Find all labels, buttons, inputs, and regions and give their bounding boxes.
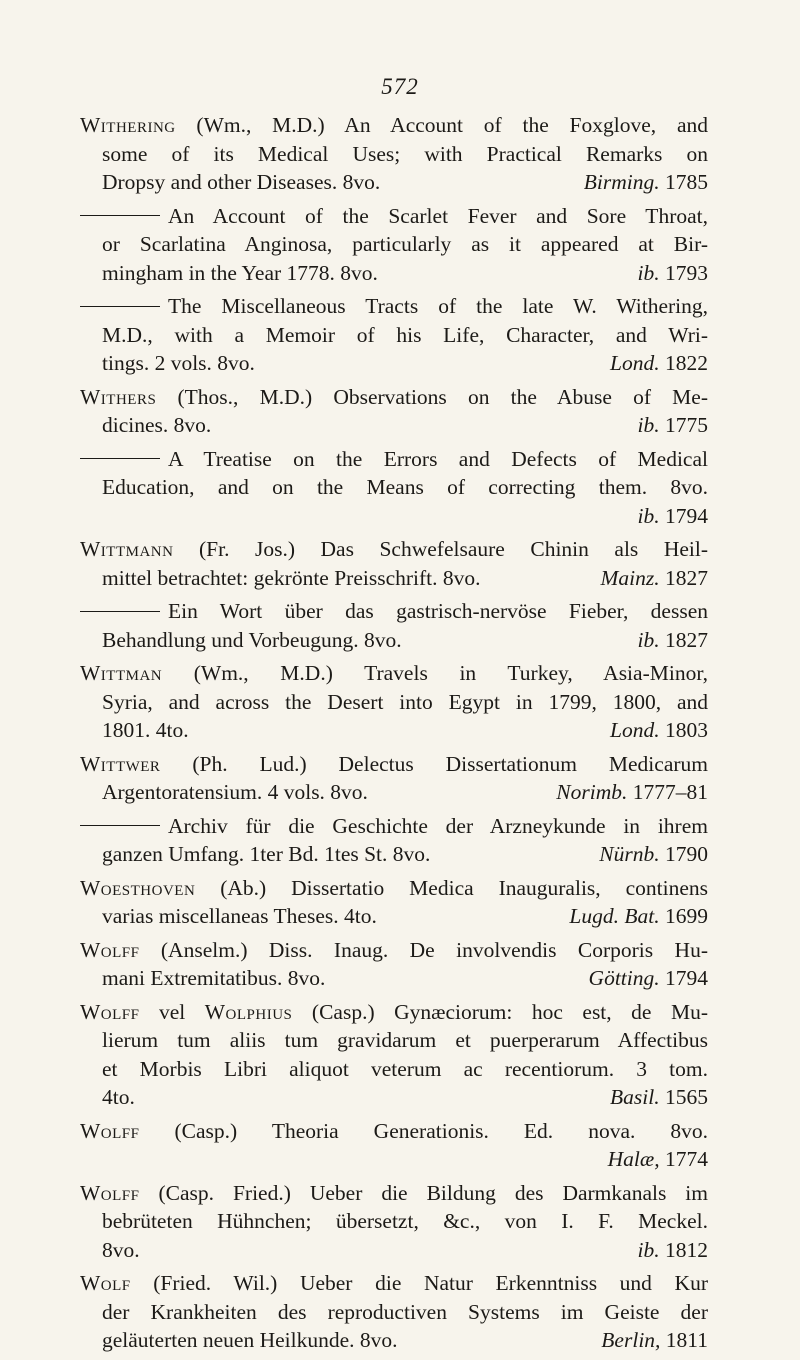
- entry-text: [102, 323, 708, 347]
- entry-text: [102, 564, 481, 593]
- entry-author: Wolff: [80, 999, 140, 1024]
- entry-author: Withers: [80, 384, 157, 409]
- entry-imprint: [638, 626, 708, 655]
- catalogue-entry: [80, 874, 708, 931]
- entry-title: (Ab.) Dissertatio Medica Inauguralis, continens: [195, 875, 708, 900]
- entry-line: [80, 1236, 708, 1265]
- imprint-year: 1775: [659, 413, 708, 437]
- entry-text: [102, 626, 402, 655]
- entry-line: [80, 1298, 708, 1327]
- entry-title: mittel betrachtet: gekrönte Preisschrift. 8vo.: [102, 565, 481, 590]
- catalogue-entry: [80, 1117, 708, 1174]
- entry-text: [80, 1271, 708, 1295]
- entry-title: or Scarlatina Anginosa, particularly as it appeared at Bir-: [102, 232, 708, 256]
- entry-title: et Morbis Libri aliquot veterum ac recentiorum. 3 tom.: [102, 1056, 708, 1081]
- entry-title: Argentoratensium. 4 vols. 8vo.: [102, 780, 368, 804]
- imprint-place: Halæ,: [607, 1147, 660, 1171]
- entry-text: [80, 599, 708, 623]
- catalogue-entry: [80, 1179, 708, 1265]
- entry-imprint: [569, 902, 708, 931]
- entry-line: [80, 473, 708, 502]
- entry-author: Wittwer: [80, 751, 161, 776]
- catalogue-entry: [80, 383, 708, 440]
- entry-title: (Thos., M.D.) Observations on the Abuse of Me-: [156, 384, 708, 409]
- entry-line: [80, 1026, 708, 1055]
- catalogue-entry: [80, 998, 708, 1112]
- imprint-year: 1794: [659, 966, 708, 990]
- entry-title: varias miscellaneas Theses. 4to.: [102, 904, 377, 928]
- imprint-year: 1793: [659, 260, 708, 285]
- entry-text: [80, 385, 708, 409]
- ditto-dash: [80, 458, 160, 459]
- entry-line: [80, 812, 708, 841]
- entry-title: (Wm., M.D.) Travels in Turkey, Asia-Minor,: [162, 661, 708, 685]
- entry-line: [80, 321, 708, 350]
- entry-text: [102, 259, 378, 288]
- entry-line: [80, 1117, 708, 1146]
- entry-line: [80, 1055, 708, 1084]
- catalogue-entry: [80, 750, 708, 807]
- entry-line: [80, 383, 708, 412]
- imprint-year: 1785: [659, 170, 708, 194]
- entry-line: [80, 597, 708, 626]
- imprint-place: Berlin,: [601, 1328, 661, 1352]
- entry-title: mani Extremitatibus. 8vo.: [102, 966, 326, 990]
- imprint-year: 1794: [659, 503, 708, 528]
- entry-text: [80, 1000, 708, 1024]
- catalogue-entry: [80, 936, 708, 993]
- entry-line: [80, 292, 708, 321]
- imprint-year: 1811: [660, 1328, 708, 1352]
- entry-line: [80, 688, 708, 717]
- entry-title: some of its Medical Uses; with Practical Remarks on: [102, 141, 708, 166]
- entry-title: A Treatise on the Errors and Defects of Medical: [168, 446, 708, 471]
- imprint-place: Norimb.: [556, 780, 628, 804]
- entry-text: [102, 349, 255, 378]
- catalogue-entry: [80, 202, 708, 288]
- entry-text: [102, 475, 708, 499]
- imprint-year: 1827: [659, 565, 708, 590]
- entry-imprint: [638, 411, 708, 440]
- entry-line: [80, 659, 708, 688]
- entry-author: Wittman: [80, 661, 163, 685]
- entry-text: [102, 716, 189, 745]
- entry-text: [80, 447, 708, 471]
- entry-author-connector: vel: [139, 999, 205, 1024]
- entry-imprint: [589, 964, 708, 993]
- entry-line: [80, 716, 708, 745]
- entry-text: [80, 1181, 708, 1205]
- entry-author: Wolff: [80, 1118, 140, 1143]
- entry-title: An Account of the Scarlet Fever and Sore Throat,: [168, 203, 708, 228]
- entry-title: 1801. 4to.: [102, 718, 189, 742]
- entry-text: [80, 294, 708, 318]
- entry-title: Syria, and across the Desert into Egypt in 1799, 1800, and: [102, 689, 708, 714]
- entry-imprint: [584, 168, 708, 197]
- entry-line: [80, 778, 708, 807]
- imprint-place: ib.: [637, 503, 660, 528]
- entry-title: 8vo.: [102, 1237, 140, 1262]
- entry-title: bebrüteten Hühnchen; übersetzt, &c., von I. F. Meckel.: [102, 1209, 708, 1233]
- entry-line: [80, 202, 708, 231]
- imprint-place: Mainz.: [600, 565, 660, 590]
- catalogue-entry: [80, 659, 708, 745]
- entry-line: [80, 1269, 708, 1298]
- entry-text: [102, 1236, 140, 1265]
- imprint-place: Lond.: [610, 351, 660, 375]
- entry-line: [80, 349, 708, 378]
- imprint-place: ib.: [637, 1237, 660, 1262]
- entry-imprint: [638, 1236, 708, 1265]
- entry-author-alt: Wolphius: [204, 999, 293, 1024]
- entry-title: (Casp.) Gynæciorum: hoc est, de Mu-: [292, 999, 708, 1024]
- entry-line: [80, 259, 708, 288]
- entry-title: Ein Wort über das gastrisch-nervöse Fieber, dessen: [168, 599, 708, 623]
- entry-text: [80, 1119, 708, 1143]
- entry-title: ganzen Umfang. 1ter Bd. 1tes St. 8vo.: [102, 842, 431, 866]
- entry-line: [80, 564, 708, 593]
- imprint-year: 1777–81: [627, 780, 708, 804]
- entry-imprint: [638, 259, 708, 288]
- imprint-place: ib.: [637, 627, 660, 652]
- entry-title: Education, and on the Means of correcting them. 8vo.: [102, 475, 708, 499]
- entry-text: [102, 1209, 708, 1233]
- imprint-place: Lond.: [610, 718, 660, 742]
- entry-text: [80, 752, 708, 776]
- entry-text: [102, 778, 368, 807]
- entry-imprint: [601, 1326, 708, 1355]
- entry-title: M.D., with a Memoir of his Life, Character, and Wri-: [102, 322, 708, 347]
- entry-imprint: [601, 564, 709, 593]
- entry-title: (Casp.) Theoria Generationis. Ed. nova. 8vo.: [139, 1118, 708, 1143]
- entry-line: [80, 140, 708, 169]
- entry-text: [102, 964, 325, 993]
- imprint-place: Götting.: [588, 966, 660, 990]
- entry-line: [80, 1179, 708, 1208]
- entry-title: geläuterten neuen Heilkunde. 8vo.: [102, 1328, 398, 1352]
- entry-line: [80, 111, 708, 140]
- entry-author: Woesthoven: [80, 875, 196, 900]
- imprint-place: Basil.: [610, 1085, 660, 1109]
- entry-author: Wittmann: [80, 537, 174, 561]
- entry-text: [102, 1083, 135, 1112]
- entry-text: [102, 142, 708, 166]
- entry-text: [80, 204, 708, 228]
- entry-line: [80, 626, 708, 655]
- imprint-place: ib.: [637, 413, 660, 437]
- imprint-year: 1774: [659, 1147, 708, 1171]
- ditto-dash: [80, 306, 160, 307]
- catalogue-entry: [80, 445, 708, 531]
- entry-line: [80, 1326, 708, 1355]
- entry-text: [102, 690, 708, 714]
- imprint-year: 1812: [659, 1237, 708, 1262]
- entry-title: dicines. 8vo.: [102, 413, 212, 437]
- entry-line: [80, 445, 708, 474]
- entry-line: [80, 1145, 708, 1174]
- entry-line: [80, 1083, 708, 1112]
- entry-imprint: [610, 349, 708, 378]
- catalogue-entry: [80, 812, 708, 869]
- entry-line: [80, 964, 708, 993]
- entry-title: der Krankheiten des reproductiven Systems im Geiste der: [102, 1299, 708, 1324]
- imprint-place: Lugd. Bat.: [569, 904, 660, 928]
- imprint-year: 1699: [659, 904, 708, 928]
- imprint-year: 1827: [659, 627, 708, 652]
- entry-title: (Fried. Wil.) Ueber die Natur Erkenntniss und Kur: [130, 1271, 708, 1295]
- entry-line: [80, 936, 708, 965]
- entry-line: [80, 1207, 708, 1236]
- page-number: 572: [381, 74, 419, 99]
- imprint-year: 1822: [659, 351, 708, 375]
- entry-text: [80, 814, 708, 838]
- catalogue-entry: [80, 292, 708, 378]
- entry-imprint: [599, 840, 708, 869]
- entry-title: (Fr. Jos.) Das Schwefelsaure Chinin als Heil-: [173, 537, 708, 561]
- imprint-year: 1803: [659, 718, 708, 742]
- entry-text: [102, 1057, 708, 1081]
- entry-title: Behandlung und Vorbeugung. 8vo.: [102, 627, 402, 652]
- entry-text: [80, 938, 708, 962]
- entry-imprint: [608, 1147, 708, 1171]
- entry-title: The Miscellaneous Tracts of the late W. Withering,: [168, 294, 708, 318]
- entry-author: Withering: [80, 113, 176, 137]
- ditto-dash: [80, 825, 160, 826]
- entry-title: (Ph. Lud.) Delectus Dissertationum Medicarum: [160, 751, 708, 776]
- catalogue-entry: [80, 1269, 708, 1355]
- entry-line: [80, 168, 708, 197]
- entry-title: Archiv für die Geschichte der Arzneykunde in ihrem: [168, 813, 708, 838]
- entry-text: [102, 411, 211, 440]
- entry-imprint: [556, 778, 708, 807]
- bibliography-entries: [80, 111, 708, 1360]
- entry-title: 4to.: [102, 1085, 135, 1109]
- entry-text: [80, 876, 708, 900]
- entry-title: (Casp. Fried.) Ueber die Bildung des Darmkanals im: [139, 1180, 708, 1205]
- entry-title: (Anselm.) Diss. Inaug. De involvendis Corporis Hu-: [139, 937, 708, 962]
- entry-author: Wolf: [80, 1271, 131, 1295]
- entry-title: tings. 2 vols. 8vo.: [102, 351, 255, 375]
- entry-text: [102, 168, 380, 197]
- entry-line: [80, 230, 708, 259]
- entry-line: [80, 998, 708, 1027]
- ditto-dash: [80, 611, 160, 612]
- entry-title: mingham in the Year 1778. 8vo.: [102, 260, 378, 285]
- catalogue-entry: [80, 111, 708, 197]
- entry-line: [80, 535, 708, 564]
- entry-text: [102, 1028, 708, 1052]
- entry-text: [80, 537, 708, 561]
- entry-title: (Wm., M.D.) An Account of the Foxglove, and: [175, 113, 708, 137]
- entry-text: [102, 232, 708, 256]
- entry-imprint: [610, 1083, 708, 1112]
- imprint-place: ib.: [637, 260, 660, 285]
- entry-author: Wolff: [80, 937, 140, 962]
- imprint-year: 1565: [659, 1085, 708, 1109]
- entry-line: [80, 411, 708, 440]
- imprint-place: Nürnb.: [599, 842, 660, 866]
- imprint-year: 1790: [659, 842, 708, 866]
- entry-line: [80, 502, 708, 531]
- entry-text: [102, 1326, 398, 1355]
- entry-author: Wolff: [80, 1180, 140, 1205]
- entry-title: lierum tum aliis tum gravidarum et puerperarum Affectibus: [102, 1028, 708, 1052]
- entry-text: [80, 113, 708, 137]
- entry-text: [102, 1300, 708, 1324]
- ditto-dash: [80, 215, 160, 216]
- entry-imprint: [610, 716, 708, 745]
- entry-imprint: [638, 504, 708, 528]
- entry-line: [80, 840, 708, 869]
- entry-title: Dropsy and other Diseases. 8vo.: [102, 170, 381, 194]
- catalogue-entry: [80, 535, 708, 592]
- imprint-place: Birming.: [583, 170, 660, 194]
- entry-line: [80, 902, 708, 931]
- catalogue-entry: [80, 597, 708, 654]
- entry-line: [80, 874, 708, 903]
- entry-line: [80, 750, 708, 779]
- entry-text: [102, 840, 430, 869]
- entry-text: [80, 661, 708, 685]
- entry-text: [102, 902, 377, 931]
